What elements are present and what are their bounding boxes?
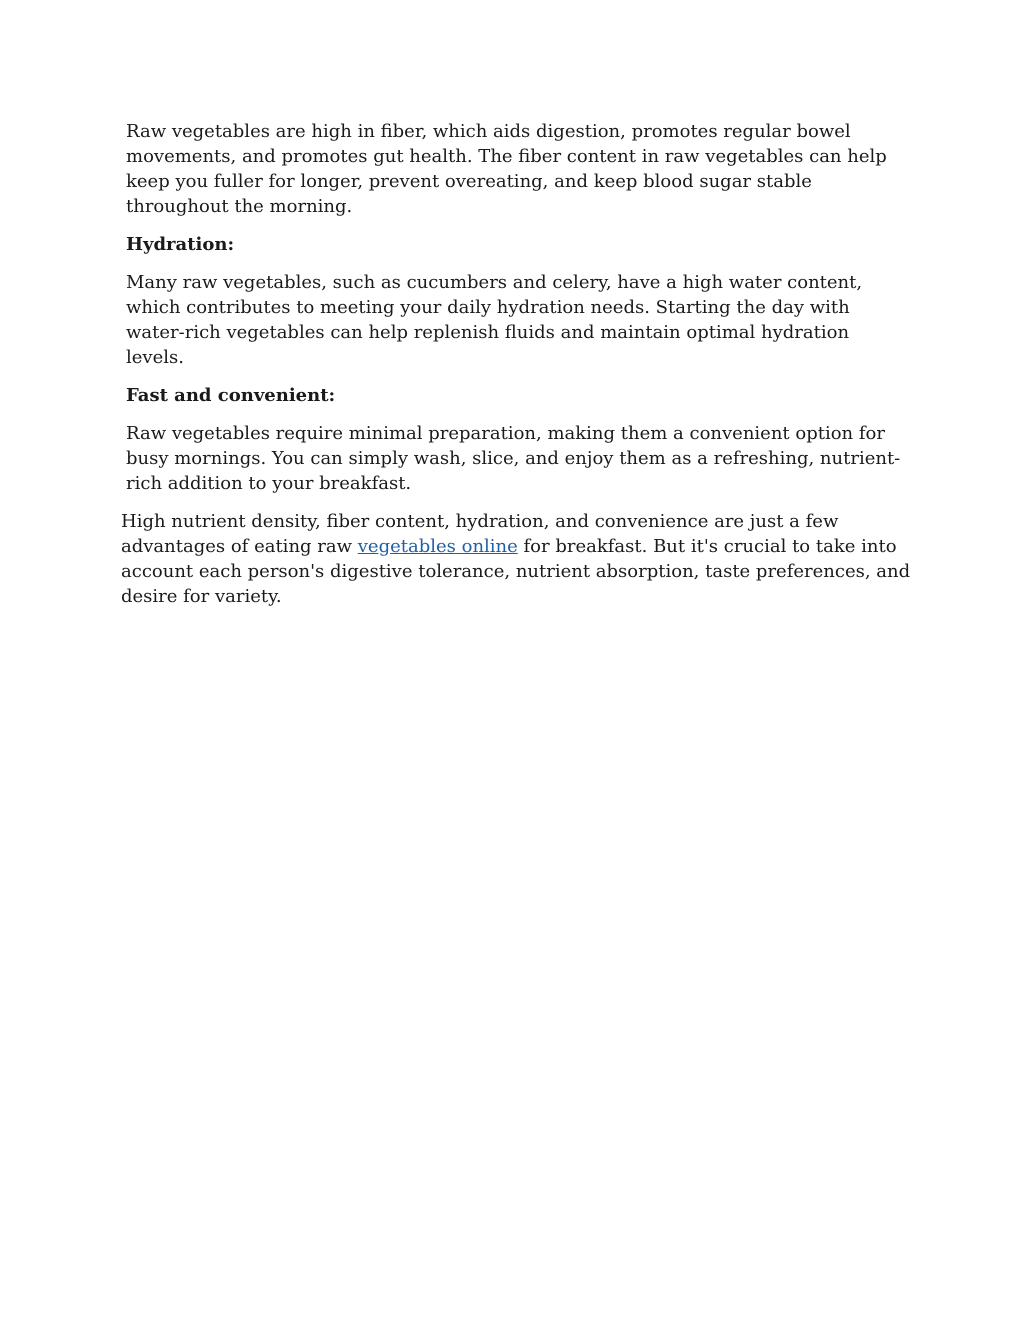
conclusion-text-before-link: High nutrient density, fiber content, hydration, and convenience are just a few advantages of eating raw bbox=[121, 511, 839, 557]
paragraph-conclusion bbox=[121, 509, 911, 609]
document-page bbox=[121, 119, 911, 622]
paragraph-fiber: Raw vegetables are high in fiber, which aids digestion, promotes regular bowel movements, and promotes gut health. The fiber content in raw vegetables can help keep you fuller for longer, prevent overeating, and keep blood sugar stable throughout the morning. bbox=[126, 121, 887, 217]
heading-fast-and-convenient: Fast and convenient: bbox=[126, 385, 336, 406]
heading-hydration: Hydration: bbox=[126, 234, 235, 255]
conclusion-text-after-link: for breakfast. But it's crucial to take into account each person's digestive tolerance, nutrient absorption, taste preferences, and desire for variety. bbox=[121, 536, 911, 607]
paragraph-fast-and-convenient: Raw vegetables require minimal preparation, making them a convenient option for busy mornings. You can simply wash, slice, and enjoy them as a refreshing, nutrient-rich addition to your breakfast. bbox=[126, 423, 901, 494]
vegetables-online-link[interactable]: vegetables online bbox=[357, 536, 518, 557]
paragraph-hydration: Many raw vegetables, such as cucumbers and celery, have a high water content, which contributes to meeting your daily hydration needs. Starting the day with water-rich vegetables can help replenish fluids and maintain optimal hydration levels. bbox=[126, 272, 863, 368]
